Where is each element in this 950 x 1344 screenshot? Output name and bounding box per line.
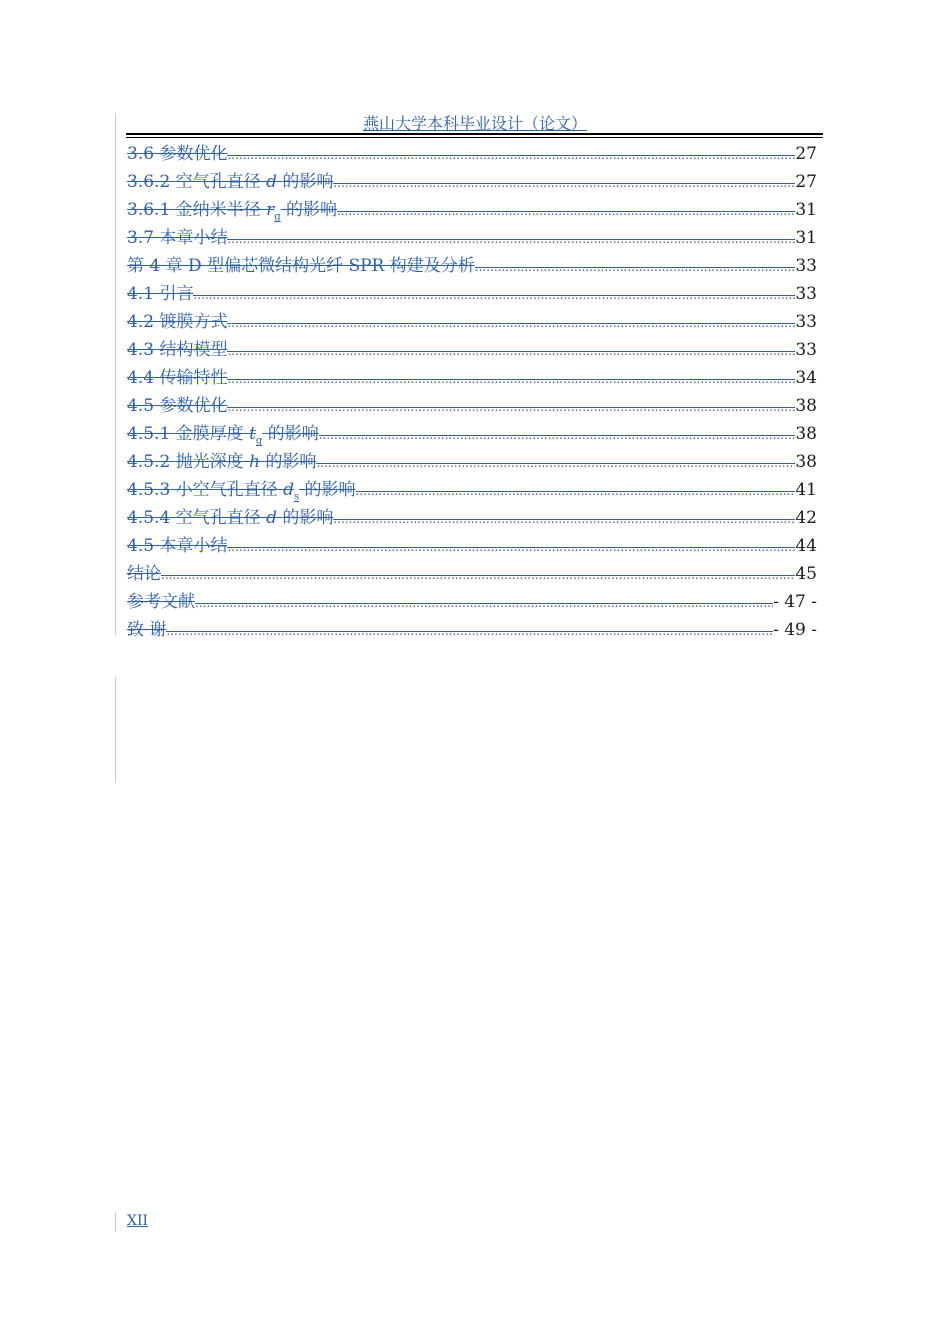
- toc-entry-variable: r: [266, 200, 275, 220]
- toc-entry-title[interactable]: [127, 588, 195, 616]
- toc-entry-page: 27: [795, 144, 817, 164]
- toc-entry-page: 42: [795, 508, 817, 528]
- toc-leader-dots: [337, 197, 795, 225]
- toc-entry-title[interactable]: [127, 140, 227, 168]
- toc-entry-variable: t: [249, 424, 256, 444]
- toc-entry-suffix: 的影响: [286, 200, 338, 220]
- toc-leader-dots: [227, 337, 795, 365]
- toc-entry-page: - 49 -: [773, 620, 817, 640]
- toc-entry-title[interactable]: [127, 336, 227, 364]
- toc-leader-dots: [227, 365, 795, 393]
- toc-entry-variable: d: [266, 172, 277, 192]
- toc-entry-title[interactable]: [127, 616, 166, 644]
- toc-entry-page: 31: [795, 200, 817, 220]
- toc-entry-text: 结论: [127, 564, 161, 584]
- toc-leader-dots: [333, 505, 795, 533]
- toc-leader-dots: [475, 253, 796, 281]
- toc-leader-dots: [333, 169, 795, 197]
- toc-entry-page: - 47 -: [773, 592, 817, 612]
- toc-leader-dots: [356, 477, 796, 505]
- header-rule-thick: [126, 133, 823, 135]
- toc-entry-number: 4.2: [127, 312, 155, 332]
- toc-entry-page: 38: [795, 424, 817, 444]
- toc-entry-variable: d: [283, 480, 294, 500]
- toc-entry[interactable]: [127, 476, 817, 504]
- toc-entry[interactable]: [127, 196, 817, 224]
- toc-entry-page: 33: [795, 340, 817, 360]
- toc-entry-number: 4.5.1: [127, 424, 171, 444]
- toc-entry-text: 金膜厚度: [175, 424, 244, 444]
- toc-entry-text: 参数优化: [159, 396, 228, 416]
- toc-entry[interactable]: [127, 560, 817, 588]
- header-rule-thin: [126, 137, 823, 138]
- toc-entry-number: 4.5.3: [127, 480, 171, 500]
- toc-entry-number: 4.3: [127, 340, 155, 360]
- toc-entry-subscript: s: [293, 491, 300, 503]
- toc-leader-dots: [161, 561, 795, 589]
- toc-entry-page: 41: [795, 480, 817, 500]
- toc-entry-page: 34: [795, 368, 817, 388]
- toc-entry-page: 38: [795, 396, 817, 416]
- toc-entry-page: 33: [795, 312, 817, 332]
- toc-entry-text: 参考文献: [127, 592, 195, 612]
- toc-entry-variable: d: [266, 508, 277, 528]
- toc-leader-dots: [227, 309, 795, 337]
- toc-entry-suffix: 的影响: [282, 508, 334, 528]
- toc-entry-number: 3.6.2: [127, 172, 171, 192]
- toc-entry[interactable]: [127, 252, 817, 280]
- toc-entry[interactable]: [127, 280, 817, 308]
- toc-entry-title[interactable]: [127, 532, 227, 560]
- margin-line-bottom: [115, 1212, 116, 1232]
- toc-leader-dots: [316, 449, 795, 477]
- table-of-contents: [127, 140, 817, 644]
- toc-leader-dots: [227, 141, 795, 169]
- toc-entry[interactable]: [127, 308, 817, 336]
- toc-entry-text: 小空气孔直径: [175, 480, 278, 500]
- toc-entry-text: 引言: [159, 284, 194, 304]
- toc-entry-page: 33: [795, 256, 817, 276]
- toc-entry-title[interactable]: [127, 392, 227, 420]
- toc-entry-title[interactable]: [127, 280, 193, 308]
- toc-leader-dots: [193, 281, 795, 309]
- toc-entry-number: 3.7: [127, 228, 155, 248]
- toc-entry[interactable]: [127, 336, 817, 364]
- toc-entry-suffix: 的影响: [282, 172, 334, 192]
- toc-entry-text: 传输特性: [159, 368, 228, 388]
- page-number-footer: XII: [127, 1213, 149, 1229]
- toc-entry-text: 镀膜方式: [159, 312, 228, 332]
- toc-entry-text: 空气孔直径: [175, 508, 261, 528]
- toc-entry[interactable]: [127, 532, 817, 560]
- toc-entry-text: 金纳米半径: [175, 200, 261, 220]
- toc-entry-page: 38: [795, 452, 817, 472]
- toc-entry-subscript: g: [274, 211, 281, 223]
- toc-entry-title[interactable]: [127, 168, 333, 196]
- toc-entry[interactable]: [127, 392, 817, 420]
- toc-leader-dots: [166, 617, 773, 645]
- toc-entry-text: 参数优化: [159, 144, 228, 164]
- toc-entry-title[interactable]: [127, 364, 227, 392]
- page-header-title: 燕山大学本科毕业设计（论文）: [362, 114, 587, 133]
- toc-leader-dots: [319, 421, 796, 449]
- toc-entry-variable: h: [249, 452, 261, 472]
- toc-entry-page: 44: [795, 536, 817, 556]
- toc-entry-title[interactable]: [127, 560, 161, 588]
- toc-entry-text: 空气孔直径: [175, 172, 261, 192]
- toc-entry[interactable]: [127, 140, 817, 168]
- margin-line-middle: [115, 677, 116, 783]
- toc-entry-number: 第 4 章: [127, 256, 183, 276]
- toc-leader-dots: [227, 393, 795, 421]
- toc-entry[interactable]: [127, 588, 817, 616]
- toc-entry-suffix: 的影响: [265, 452, 317, 472]
- toc-entry-text: 结构模型: [159, 340, 228, 360]
- toc-entry-number: 4.5: [127, 536, 155, 556]
- toc-entry-text: 致 谢: [127, 620, 167, 640]
- toc-leader-dots: [227, 225, 795, 253]
- toc-entry[interactable]: [127, 420, 817, 448]
- toc-entry-text: 本章小结: [159, 228, 228, 248]
- toc-entry[interactable]: [127, 168, 817, 196]
- toc-entry-title[interactable]: [127, 224, 227, 252]
- toc-leader-dots: [227, 533, 795, 561]
- toc-entry-page: 31: [795, 228, 817, 248]
- toc-leader-dots: [195, 589, 773, 617]
- toc-entry[interactable]: [127, 616, 817, 644]
- toc-entry-number: 3.6: [127, 144, 155, 164]
- toc-entry-page: 33: [795, 284, 817, 304]
- toc-entry-number: 4.4: [127, 368, 155, 388]
- toc-entry[interactable]: [127, 224, 817, 252]
- toc-entry-text: 抛光深度: [175, 452, 244, 472]
- toc-entry-page: 27: [795, 172, 817, 192]
- toc-entry-title[interactable]: [127, 308, 227, 336]
- toc-entry-text: D 型偏芯微结构光纤 SPR 构建及分析: [188, 256, 475, 276]
- toc-entry-text: 本章小结: [159, 536, 228, 556]
- toc-entry-number: 4.5.4: [127, 508, 171, 528]
- toc-entry[interactable]: [127, 504, 817, 532]
- toc-entry-number: 4.5.2: [127, 452, 171, 472]
- toc-entry-suffix: 的影响: [267, 424, 319, 444]
- toc-entry-page: 45: [795, 564, 817, 584]
- toc-entry-title[interactable]: [127, 504, 333, 532]
- toc-entry-title[interactable]: [127, 448, 316, 476]
- toc-entry-number: 4.5: [127, 396, 155, 416]
- toc-entry-number: 4.1: [127, 284, 155, 304]
- toc-entry[interactable]: [127, 364, 817, 392]
- toc-entry-suffix: 的影响: [304, 480, 356, 500]
- toc-entry[interactable]: [127, 448, 817, 476]
- toc-entry-subscript: g: [255, 435, 263, 447]
- toc-entry-title[interactable]: [127, 252, 475, 280]
- toc-entry-number: 3.6.1: [127, 200, 171, 220]
- margin-line-top: [115, 113, 116, 635]
